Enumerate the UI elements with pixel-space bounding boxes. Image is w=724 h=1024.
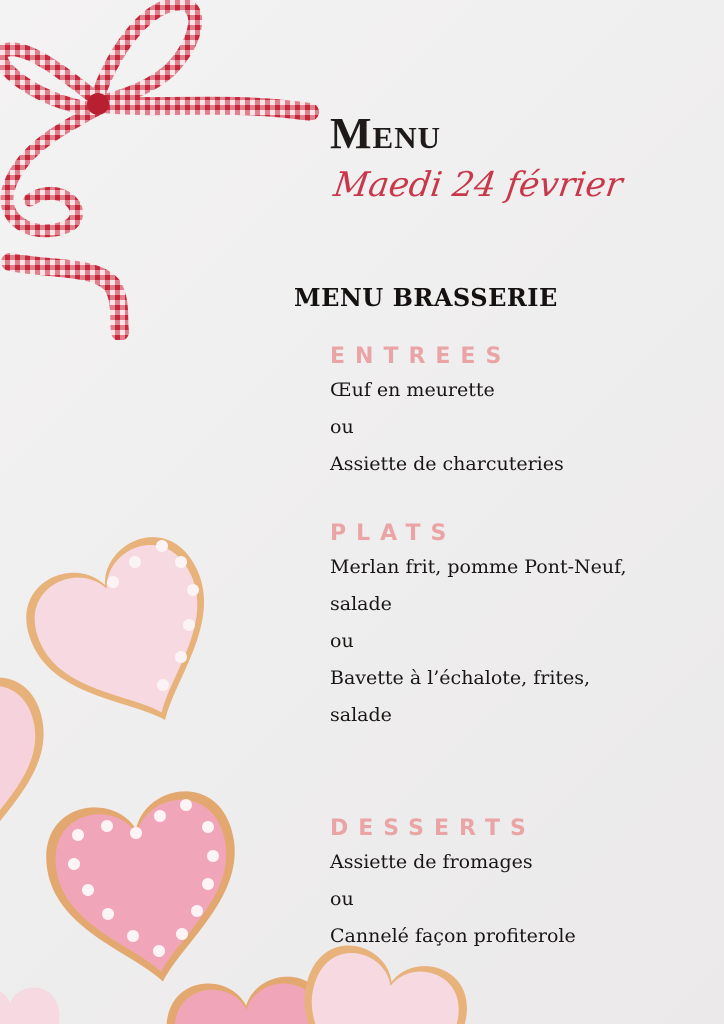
dish-item: Œuf en meurette xyxy=(330,379,495,401)
dish-separator: ou xyxy=(330,888,354,910)
dish-separator: ou xyxy=(330,630,354,652)
course-heading: PLATS xyxy=(330,521,457,546)
dish-separator: ou xyxy=(330,416,354,438)
course-desserts xyxy=(330,814,576,955)
dish-item: Bavette à l’échalote, frites, xyxy=(330,667,591,689)
menu-date: Maedi 24 février xyxy=(331,165,625,205)
menu-title: Menu xyxy=(330,109,441,158)
dish-item: salade xyxy=(330,704,392,726)
section-title: MENU BRASSERIE xyxy=(294,283,558,312)
course-entrees xyxy=(330,342,564,483)
course-heading: DESSERTS xyxy=(330,816,536,841)
course-heading: ENTREES xyxy=(330,344,512,369)
course-plats xyxy=(330,519,627,734)
dish-item: Assiette de charcuteries xyxy=(330,453,564,475)
dish-item: Merlan frit, pomme Pont-Neuf, xyxy=(330,556,627,578)
dish-item: Cannelé façon profiterole xyxy=(330,925,576,947)
dish-item: Assiette de fromages xyxy=(330,851,533,873)
dish-item: salade xyxy=(330,593,392,615)
